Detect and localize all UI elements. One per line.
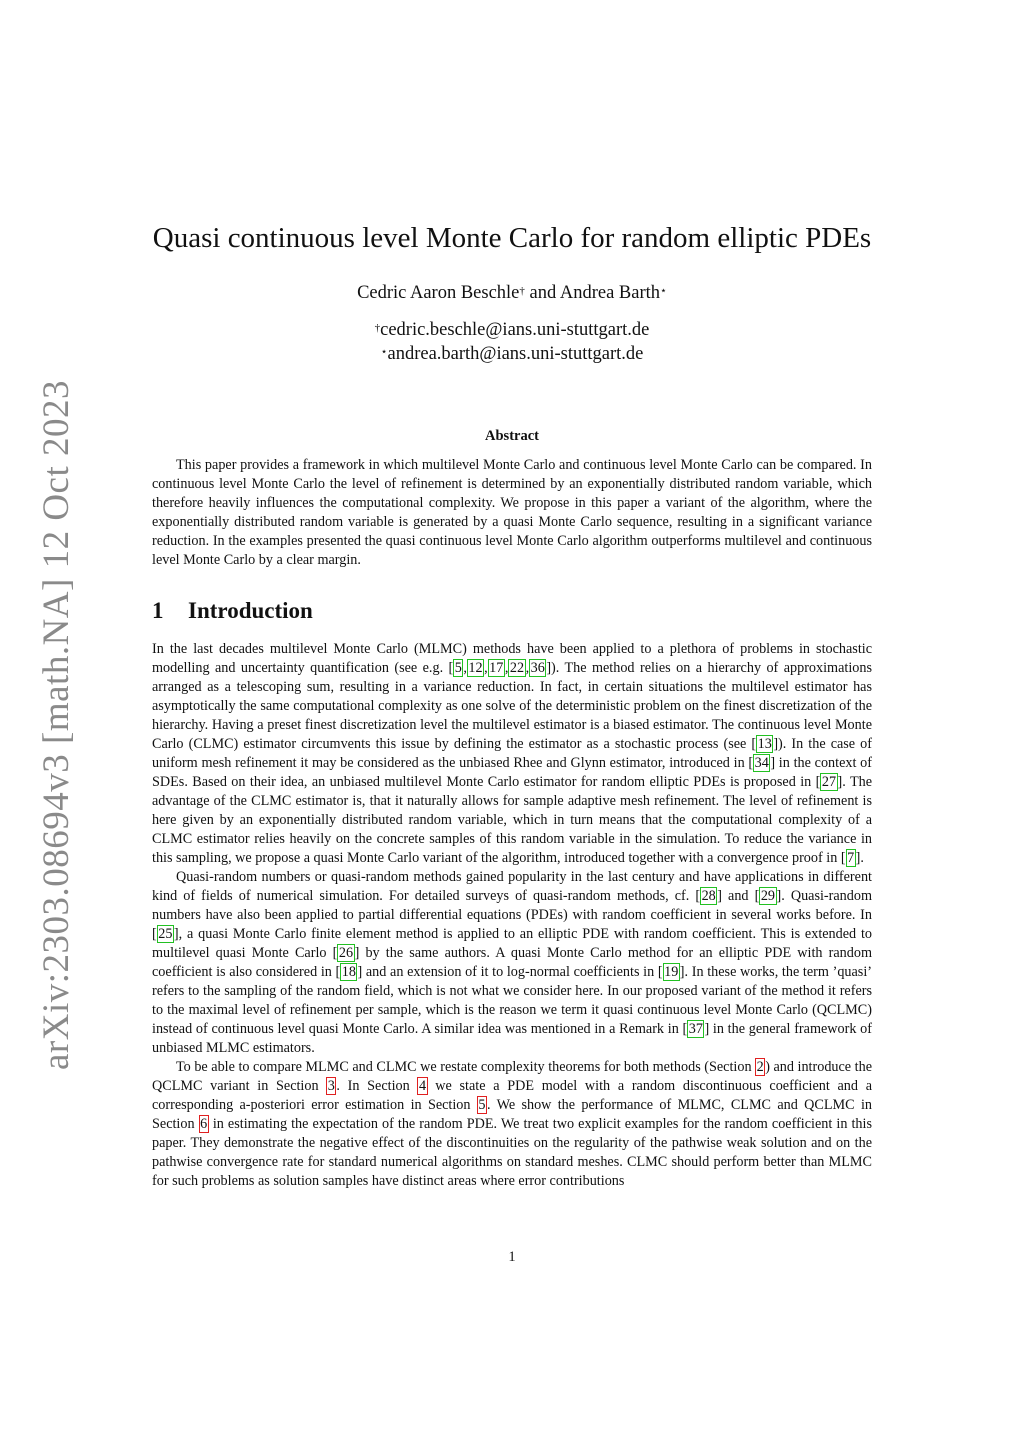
paragraph-text: ]). The method relies on a hierarchy of approximations arranged as a telescoping sum, resulting in a variance reduction. In fact, in certain situations the multilevel estimator has asymptotically the same computational complexity as one solve of the deterministic problem on the finest discretization of the hierarchy. Having a preset finest discretization level the multilevel estimator is a biased estimator. The continuous level Monte Carlo (CLMC) estimator circumvents this issue by defining the estimator as a stochastic process (see [ [152, 660, 872, 752]
citation-link[interactable]: 34 [754, 755, 769, 771]
paragraph-text: ] and an extension of it to log-normal coefficients in [ [357, 964, 663, 980]
page-number: 1 [508, 1249, 516, 1265]
author-name: Cedric Aaron Beschle [357, 283, 520, 303]
paragraph-text: ] and [ [717, 888, 760, 904]
introduction-body [152, 640, 872, 1191]
paper-title: Quasi continuous level Monte Carlo for random elliptic PDEs [152, 222, 872, 254]
section-heading [152, 597, 313, 625]
citation-link[interactable]: 26 [338, 945, 354, 961]
paragraph [152, 868, 872, 1058]
citation-link[interactable]: 27 [821, 774, 837, 790]
citation-link[interactable]: 17 [489, 660, 504, 676]
paragraph-text: ] in the context of SDEs. Based on their idea, an unbiased multilevel Monte Carlo estimator for random elliptic PDEs is proposed in [ [152, 755, 872, 790]
email-mark: † [374, 322, 381, 334]
email-address[interactable]: cedric.beschle@ians.uni-stuttgart.de [380, 320, 650, 340]
abstract-heading: Abstract [485, 428, 539, 444]
paragraph-text: . We show the performance of MLMC, CLMC and QCLMC in Section [152, 1097, 872, 1132]
section-link[interactable]: 6 [200, 1116, 208, 1132]
citation-link[interactable]: 28 [701, 888, 716, 904]
citation-link[interactable]: 13 [757, 736, 772, 752]
email-mark: ⋆ [380, 346, 388, 358]
paragraph-text: ]. In these works, the term ’quasi’ refers to the sampling of the random field, which is not what we consider here. In our proposed variant of the method it refers to the maximal level of refinement per sample, which is the reason we term it quasi continuous level Monte Carlo (QCLMC) instead of continuous level quasi Monte Carlo. A similar idea was mentioned in a Remark in [ [152, 964, 872, 1037]
paragraph-text: ] by the same authors. A quasi Monte Carlo method for an elliptic PDE with random coefficient is also considered in [ [152, 945, 872, 980]
paragraph-text: ]. [855, 850, 864, 866]
citation-link[interactable]: 25 [158, 926, 173, 942]
citation-link[interactable]: 18 [341, 964, 356, 980]
abstract-text: This paper provides a framework in which multilevel Monte Carlo and continuous level Monte Carlo can be compared. In continuous level Monte Carlo the level of refinement is determined by an exponentially distributed random variable, which therefore heavily influences the computational complexity. We propose in this paper a variant of the algorithm, where the exponentially distributed random variable is generated by a quasi Monte Carlo sequence, resulting in a significant variance reduction. In the examples presented the quasi continuous level Monte Carlo algorithm outperforms multilevel and continuous level Monte Carlo by a clear margin. [152, 457, 872, 568]
paragraph-text: ], a quasi Monte Carlo finite element method is applied to an elliptic PDE with random coefficient. This is extended to multilevel quasi Monte Carlo [ [152, 926, 872, 961]
author-list [100, 281, 924, 305]
citation-link[interactable]: 29 [760, 888, 775, 904]
paragraph-text: In the last decades multilevel Monte Carlo (MLMC) methods have been applied to a plethora of problems in stochastic modelling and uncertainty quantification (see e.g. [ [152, 641, 872, 676]
citation-link[interactable]: 19 [664, 964, 679, 980]
paragraph-text: ]. Quasi-random numbers have also been applied to partial differential equations (PDEs) with random coefficient in several works before. In [ [152, 888, 872, 942]
citation-link[interactable]: 12 [468, 660, 483, 676]
paragraph-text: ]. The advantage of the CLMC estimator is, that it naturally allows for sample adaptive mesh refinement. The level of refinement is here given by an exponentially distributed random variable, which in turn means that the computational complexity of a CLMC estimator relies heavily on the concrete samples of this random variable in the simulation. To reduce the variance in this sampling, we propose a quasi Monte Carlo variant of the algorithm, introduced together with a convergence proof in [ [152, 774, 873, 866]
author-conjunction: and [524, 283, 560, 303]
paragraph-text: Quasi-random numbers or quasi-random methods gained popularity in the last century and have applications in different kind of fields of numerical simulation. For detailed surveys of quasi-random methods, cf. [ [152, 869, 872, 904]
author-name: Andrea Barth [559, 283, 661, 303]
affiliation-mark: ⋆ [660, 285, 667, 297]
email-line [100, 342, 924, 366]
paragraph: In the last decades multilevel Monte Carlo (MLMC) methods have been applied to a plethora of problems in stochastic modelling and uncertainty quantification (see e.g. [ 5 , 12 , 17 , 22 , 36 ]). The method relies on a hierarchy of approximations arranged as a telescoping sum, resulting in a variance reduction. In fact, in certain situations the multilevel estimator has asymptotically the same computational complexity as one solve of the deterministic problem on the finest discretization of the hierarchy. Having a preset finest discretization level the multilevel estimator is a biased estimator. The continuous level Monte Carlo (CLMC) estimator circumvents this issue by defining the estimator as a stochastic process (see [ 13 ]). In the case of uniform mesh refinement it may be considered as the unbiased Rhee and Glynn estimator, introduced in [ 34 ] in the context of SDEs. Based on their idea, an unbiased multilevel Monte Carlo estimator for random elliptic PDEs is proposed in [ 27 ]. The advantage of the CLMC estimator is, that it naturally allows for sample adaptive mesh refinement. The level of refinement is here given by an exponentially distributed random variable, which in turn means that the computational complexity of a CLMC estimator relies heavily on the concrete samples of this random variable in the simulation. To reduce the variance in this sampling, we propose a quasi Monte Carlo variant of the algorithm, introduced together with a convergence proof in [ 7 ]. [152, 641, 873, 866]
paragraph-text: in estimating the expectation of the random PDE. We treat two explicit examples for the random coefficient in this paper. They demonstrate the negative effect of the discontinuities on the regularity of the pathwise weak solution and on the pathwise convergence rate for standard numerical algorithms on standard meshes. CLMC should perform better than MLMC for such problems as solution samples have distinct areas where error contributions [152, 1116, 872, 1189]
arxiv-identifier-stamp: arXiv:2303.08694v3 [math.NA] 12 Oct 2023 [36, 379, 77, 1070]
author-emails [100, 318, 924, 366]
section-number: 1 [152, 598, 164, 623]
paragraph-text: ) and introduce the QCLMC variant in Section [152, 1059, 872, 1094]
citation-link[interactable]: 37 [688, 1021, 703, 1037]
email-line [100, 318, 924, 342]
paragraph [152, 1058, 872, 1191]
paragraph-text: we state a PDE model with a random discontinuous coefficient and a corresponding a-posteriori error estimation in Section [152, 1078, 873, 1113]
section-link[interactable]: 5 [478, 1097, 486, 1113]
paragraph-text: To be able to compare MLMC and CLMC we restate complexity theorems for both methods (Section [176, 1059, 756, 1075]
affiliation-mark: † [519, 285, 525, 297]
citation-link[interactable]: 5 [454, 660, 462, 676]
section-title: Introduction [188, 598, 313, 623]
paragraph-text: ] in the general framework of unbiased MLMC estimators. [152, 1021, 872, 1056]
email-address[interactable]: andrea.barth@ians.uni-stuttgart.de [387, 344, 644, 364]
section-link[interactable]: 2 [756, 1059, 764, 1075]
section-link[interactable]: 4 [418, 1078, 427, 1094]
paragraph-text: . In Section [336, 1078, 418, 1094]
section-link[interactable]: 3 [327, 1078, 335, 1094]
citation-link[interactable]: 36 [530, 660, 545, 676]
citation-link[interactable]: 7 [847, 850, 855, 866]
paragraph-text: ]). In the case of uniform mesh refinement it may be considered as the unbiased Rhee and Glynn estimator, introduced in [ [152, 736, 872, 771]
citation-link[interactable]: 22 [509, 660, 525, 676]
